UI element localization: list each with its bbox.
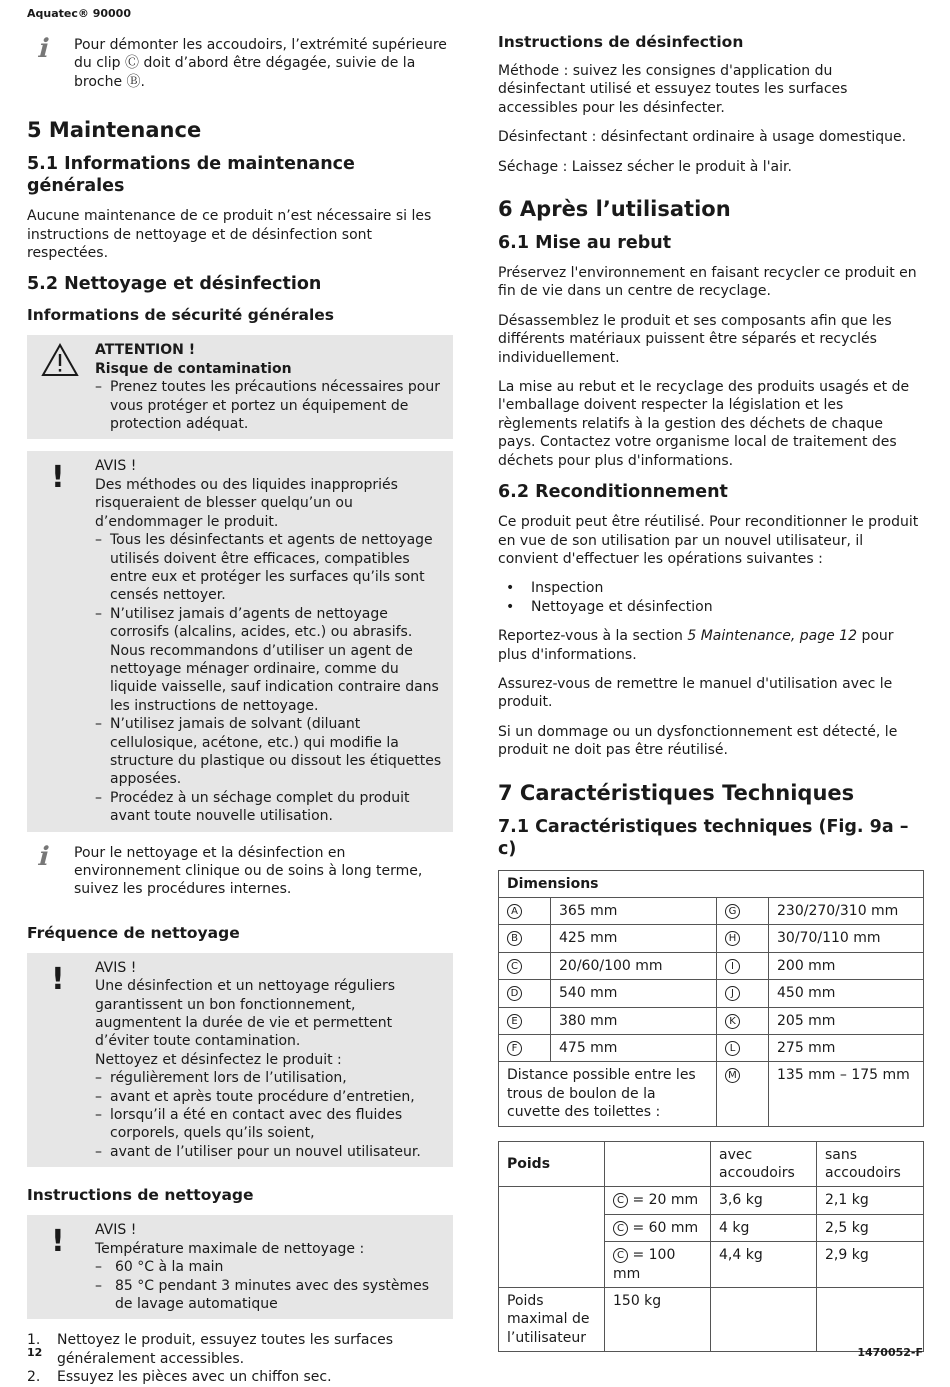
list-item: – N’utilisez jamais de solvant (diluant cellulosique, acétone, etc.) qui modifie la structure du plastique ou dissout les étiquettes apposées. — [95, 716, 442, 788]
table-row: E 380 mm K 205 mm — [499, 1007, 924, 1034]
exclamation-icon: ! — [51, 460, 65, 496]
exclamation-icon: ! — [51, 1224, 65, 1260]
table-header: Dimensions — [499, 870, 924, 897]
notice-intro: Température maximale de nettoyage : — [95, 1240, 365, 1257]
list-item: • Inspection — [506, 580, 604, 597]
section-title-specs: 7 Caractéristiques Techniques — [498, 780, 855, 805]
paragraph-6-1b: Désassemblez le produit et ses composants afin que les différents matériaux puissent être séparés et recyclés individuellement. — [498, 312, 892, 366]
info-icon: ℹ — [37, 841, 47, 872]
attention-item: – Prenez toutes les précautions nécessaires pour vous protéger et portez un équipement de protection adéquat. — [95, 379, 440, 433]
table-row: B 425 mm H 30/70/110 mm — [499, 925, 924, 952]
paragraph-6-2d: Si un dommage ou un dysfonctionnement est détecté, le produit ne doit pas être réutilisé. — [498, 723, 898, 759]
table-row: Poids avec accoudoirs sans accoudoirs — [499, 1141, 924, 1187]
section-title-6-1: 6.1 Mise au rebut — [498, 233, 672, 254]
table-row: C = 20 mm 3,6 kg 2,1 kg — [499, 1187, 924, 1214]
list-item: – Tous les désinfectants et agents de nettoyage utilisés doivent être efficaces, compatibles entre eux et protéger les surfaces qu’ils sont censés nettoyer. — [95, 532, 433, 604]
exclamation-icon: ! — [51, 961, 65, 997]
section-title-after-use: 6 Après l’utilisation — [498, 197, 731, 222]
subheading-safety: Informations de sécurité générales — [27, 306, 335, 325]
paragraph-method: Méthode : suivez les consignes d'application du désinfectant utilisé et essuyez toutes les surfaces accessibles pour les désinfecter. — [498, 63, 848, 116]
info-icon: ℹ — [37, 34, 47, 64]
table-row: C = 100 mm 4,4 kg 2,9 kg — [499, 1242, 924, 1288]
section-title-6-2: 6.2 Reconditionnement — [498, 482, 728, 503]
notice-box-methods — [27, 451, 453, 831]
list-item: – 60 °C à la main — [95, 1259, 224, 1276]
info-note-armrests — [27, 36, 453, 91]
notice-title: AVIS ! — [95, 959, 137, 976]
attention-subtitle: Risque de contamination — [95, 360, 292, 377]
table-row: F 475 mm L 275 mm — [499, 1035, 924, 1062]
list-item: • Nettoyage et désinfection — [506, 598, 713, 615]
dimensions-table — [498, 870, 924, 1127]
list-item: – régulièrement lors de l’utilisation, — [95, 1070, 347, 1087]
notice-title: AVIS ! — [95, 458, 137, 475]
table-row: D 540 mm J 450 mm — [499, 980, 924, 1007]
paragraph-6-2c: Assurez-vous de remettre le manuel d'utilisation avec le produit. — [498, 675, 893, 711]
notice-box-temperature — [27, 1215, 453, 1319]
cross-reference-link[interactable]: 5 Maintenance, page 12 — [687, 628, 857, 645]
section-title-5-1: 5.1 Informations de maintenance générales — [27, 154, 355, 197]
notice-title: AVIS ! — [95, 1222, 137, 1239]
paragraph-6-1c: La mise au rebut et le recyclage des produits usagés et de l'emballage doivent respecter la législation et les règlements relatifs à la gestion des déchets de chaque pays. Contactez votre organisme local de traitement des déchets pour plus d'informations. — [498, 379, 910, 469]
bullet-list — [498, 579, 924, 616]
list-item: 1. Nettoyez le produit, essuyez toutes les surfaces généralement accessibles. — [27, 1332, 394, 1367]
left-column — [27, 36, 453, 1387]
attention-box — [27, 335, 453, 439]
table-row: C = 60 mm 4 kg 2,5 kg — [499, 1214, 924, 1241]
warning-triangle-icon — [37, 341, 95, 433]
info-note-text: Pour démonter les accoudoirs, l’extrémité supérieure du clip Ⓒ doit d’abord être dégagée, suivie de la broche Ⓑ. — [74, 37, 447, 90]
paragraph-drying: Séchage : Laissez sécher le produit à l'air. — [498, 158, 792, 175]
paragraph-6-2a: Ce produit peut être réutilisé. Pour reconditionner le produit en vue de son utilisation par un nouvel utilisateur, il convient d'effectuer les opérations suivantes : — [498, 514, 919, 567]
table-row: Distance possible entre les trous de boulon de la cuvette des toilettes : M 135 mm – 175 mm — [499, 1062, 924, 1126]
list-item: – 85 °C pendant 3 minutes avec des systèmes de lavage automatique — [95, 1277, 430, 1312]
section-title-5-2: 5.2 Nettoyage et désinfection — [27, 274, 322, 295]
list-item: 2. Essuyez les pièces avec un chiffon sec. — [27, 1369, 332, 1386]
info-note-text: Pour le nettoyage et la désinfection en environnement clinique ou de soins à long terme, suivez les procédures internes. — [74, 844, 423, 898]
info-note-clinical — [27, 841, 453, 899]
section-title-7-1: 7.1 Caractéristiques techniques (Fig. 9a – c) — [498, 816, 909, 859]
list-item: – Procédez à un séchage complet du produit avant toute nouvelle utilisation. — [95, 789, 410, 825]
header-title: Aquatec® 90000 — [27, 7, 131, 20]
document-id: 1470052-F — [857, 1346, 923, 1359]
right-column — [498, 32, 924, 1352]
table-row: Poids maximal de l’utilisateur 150 kg — [499, 1288, 924, 1352]
weights-table — [498, 1141, 924, 1353]
subheading-disinfection: Instructions de désinfection — [498, 33, 744, 51]
list-item: – lorsqu’il a été en contact avec des fluides corporels, quels qu’ils soient, — [95, 1107, 403, 1142]
paragraph-agent: Désinfectant : désinfectant ordinaire à usage domestique. — [498, 129, 907, 146]
notice-box-frequency — [27, 953, 453, 1167]
subheading-cleaning-instructions: Instructions de nettoyage — [27, 1186, 254, 1205]
subheading-frequency: Fréquence de nettoyage — [27, 923, 240, 942]
section-title-maintenance: 5 Maintenance — [27, 118, 202, 143]
list-item: – avant et après toute procédure d’entretien, — [95, 1088, 415, 1105]
notice-intro: Une désinfection et un nettoyage réguliers garantissent un bon fonctionnement, augmentent la durée de vie et permettent d’éviter toute contamination. — [95, 978, 396, 1050]
list-item: – N’utilisez jamais d’agents de nettoyage corrosifs (alcalins, acides, etc.) ou abrasifs. Nous recommandons d’utiliser un agent de nettoyage ménager ordinaire, comme du liquide vaisselle, sauf indication contraire dans les instructions de nettoyage. — [95, 605, 439, 714]
page-number: 12 — [27, 1346, 43, 1359]
paragraph-5-1: Aucune maintenance de ce produit n’est nécessaire si les instructions de nettoyage et de désinfection sont respectées. — [27, 208, 432, 262]
attention-title: ATTENTION ! — [95, 342, 196, 359]
table-row: C 20/60/100 mm I 200 mm — [499, 952, 924, 979]
notice-intro: Des méthodes ou des liquides inappropriés risqueraient de blesser quelqu’un ou d’endommager le produit. — [95, 476, 398, 530]
paragraph-6-1a: Préservez l'environnement en faisant recycler ce produit en fin de vie dans un centre de recyclage. — [498, 265, 917, 300]
notice-intro-2: Nettoyez et désinfectez le produit : — [95, 1051, 342, 1068]
table-row: A 365 mm G 230/270/310 mm — [499, 897, 924, 924]
cleaning-steps — [27, 1331, 453, 1386]
list-item: – avant de l’utiliser pour un nouvel utilisateur. — [95, 1143, 421, 1160]
paragraph-6-2b: Reportez-vous à la section 5 Maintenance, page 12 pour plus d'informations. — [498, 628, 894, 663]
